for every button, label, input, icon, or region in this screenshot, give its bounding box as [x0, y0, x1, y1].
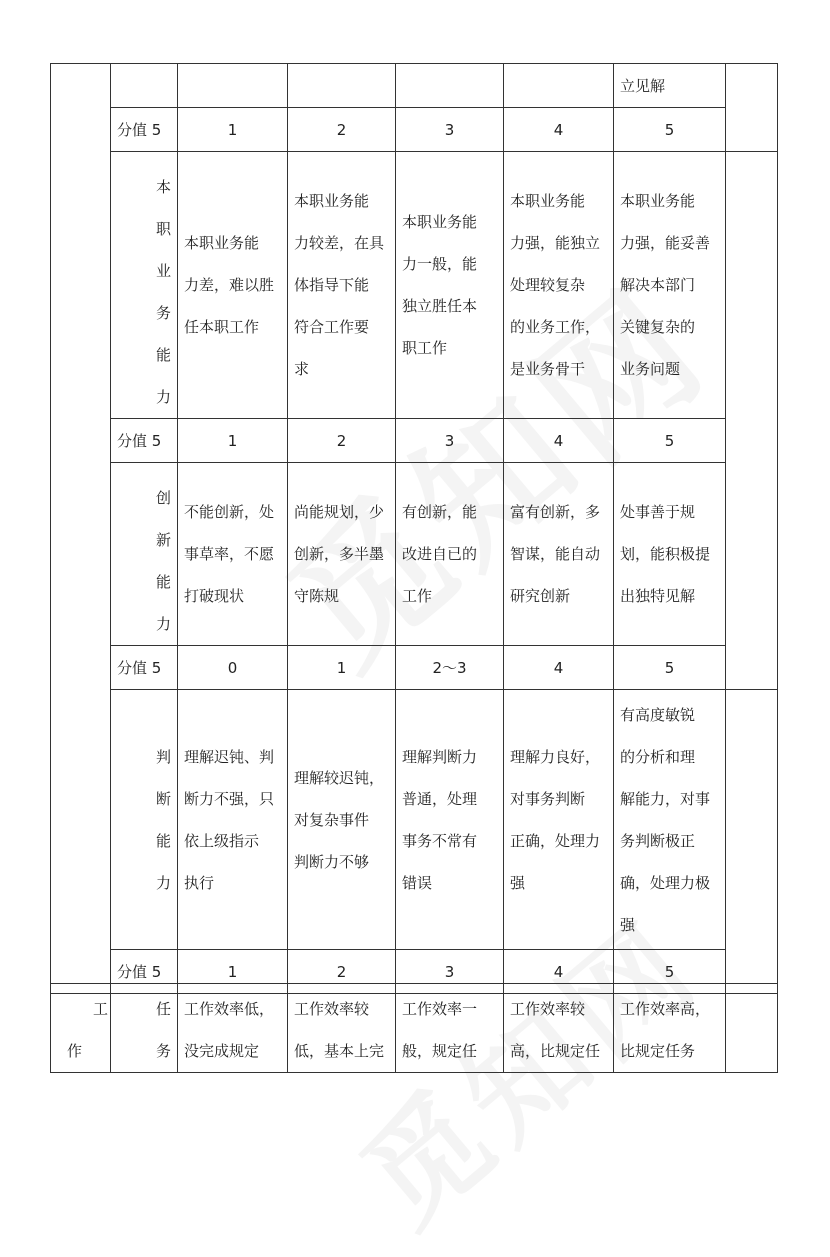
category-cell: 工 作: [51, 984, 111, 1073]
remark-cell: [726, 64, 778, 152]
description-cell: 工作效率较 低，基本上完: [288, 984, 396, 1073]
description-cell: 工作效率较 高，比规定任: [504, 984, 614, 1073]
remark-cell: [726, 690, 778, 994]
score-value: 2: [288, 950, 396, 994]
score-value: 5: [614, 108, 726, 152]
description-cell: 理解判断力 普通，处理 事务不常有 错误: [396, 690, 504, 950]
table-cell: 立见解: [614, 64, 726, 108]
description-cell: 本职业务能 力较差，在具 体指导下能 符合工作要 求: [288, 152, 396, 419]
section-title: 判 断 能 力: [111, 690, 178, 950]
evaluation-table: [50, 63, 778, 994]
remark-cell: [726, 984, 778, 1073]
score-value: 1: [178, 108, 288, 152]
description-cell: 处事善于规 划，能积极提 出独特见解: [614, 463, 726, 646]
table-cell: [288, 64, 396, 108]
score-value: 1: [178, 950, 288, 994]
description-cell: 富有创新，多 智谋，能自动 研究创新: [504, 463, 614, 646]
score-value: 4: [504, 646, 614, 690]
score-row: [51, 108, 778, 152]
score-value: 1: [288, 646, 396, 690]
description-cell: 工作效率高， 比规定任务: [614, 984, 726, 1073]
category-cell: [51, 64, 111, 994]
score-value: 4: [504, 419, 614, 463]
description-cell: 不能创新，处 事草率，不愿 打破现状: [178, 463, 288, 646]
description-cell: 本职业务能 力一般，能 独立胜任本 职工作: [396, 152, 504, 419]
table-cell: [504, 64, 614, 108]
description-cell: 有高度敏锐 的分析和理 解能力，对事 务判断极正 确，处理力极 强: [614, 690, 726, 950]
remark-cell: [726, 152, 778, 690]
score-value: 3: [396, 950, 504, 994]
description-cell: 本职业务能 力强，能妥善 解决本部门 关键复杂的 业务问题: [614, 152, 726, 419]
score-value: 3: [396, 419, 504, 463]
description-cell: 理解力良好， 对事务判断 正确，处理力 强: [504, 690, 614, 950]
table-row: [51, 64, 778, 108]
description-cell: 有创新，能 改进自已的 工作: [396, 463, 504, 646]
score-value: 1: [178, 419, 288, 463]
score-value: 0: [178, 646, 288, 690]
table-cell: [111, 64, 178, 108]
table-cell: [178, 64, 288, 108]
score-value: 5: [614, 646, 726, 690]
section-title: 本 职 业 务 能 力: [111, 152, 178, 419]
score-row: [51, 646, 778, 690]
score-value: 2～3: [396, 646, 504, 690]
score-value: 2: [288, 419, 396, 463]
table-row: [51, 463, 778, 646]
table-row: [51, 984, 778, 1073]
score-value: 3: [396, 108, 504, 152]
evaluation-table-bottom: [50, 983, 778, 1073]
description-cell: 理解较迟钝， 对复杂事件 判断力不够: [288, 690, 396, 950]
table-row: [51, 690, 778, 950]
description-cell: 工作效率低， 没完成规定: [178, 984, 288, 1073]
description-cell: 理解迟钝、判 断力不强，只 依上级指示 执行: [178, 690, 288, 950]
score-value: 5: [614, 419, 726, 463]
description-cell: 本职业务能 力差，难以胜 任本职工作: [178, 152, 288, 419]
score-value: 5: [614, 950, 726, 994]
section-title: 创 新 能 力: [111, 463, 178, 646]
score-value: 2: [288, 108, 396, 152]
score-value: 4: [504, 108, 614, 152]
score-label: 分值 5: [111, 419, 178, 463]
table-cell: [396, 64, 504, 108]
score-label: 分值 5: [111, 108, 178, 152]
section-title: 任 务: [111, 984, 178, 1073]
table-row: [51, 152, 778, 419]
score-label: 分值 5: [111, 646, 178, 690]
score-row: [51, 419, 778, 463]
description-cell: 工作效率一 般，规定任: [396, 984, 504, 1073]
description-cell: 尚能规划，少 创新，多半墨 守陈规: [288, 463, 396, 646]
score-value: 4: [504, 950, 614, 994]
score-label: 分值 5: [111, 950, 178, 994]
description-cell: 本职业务能 力强，能独立 处理较复杂 的业务工作， 是业务骨干: [504, 152, 614, 419]
